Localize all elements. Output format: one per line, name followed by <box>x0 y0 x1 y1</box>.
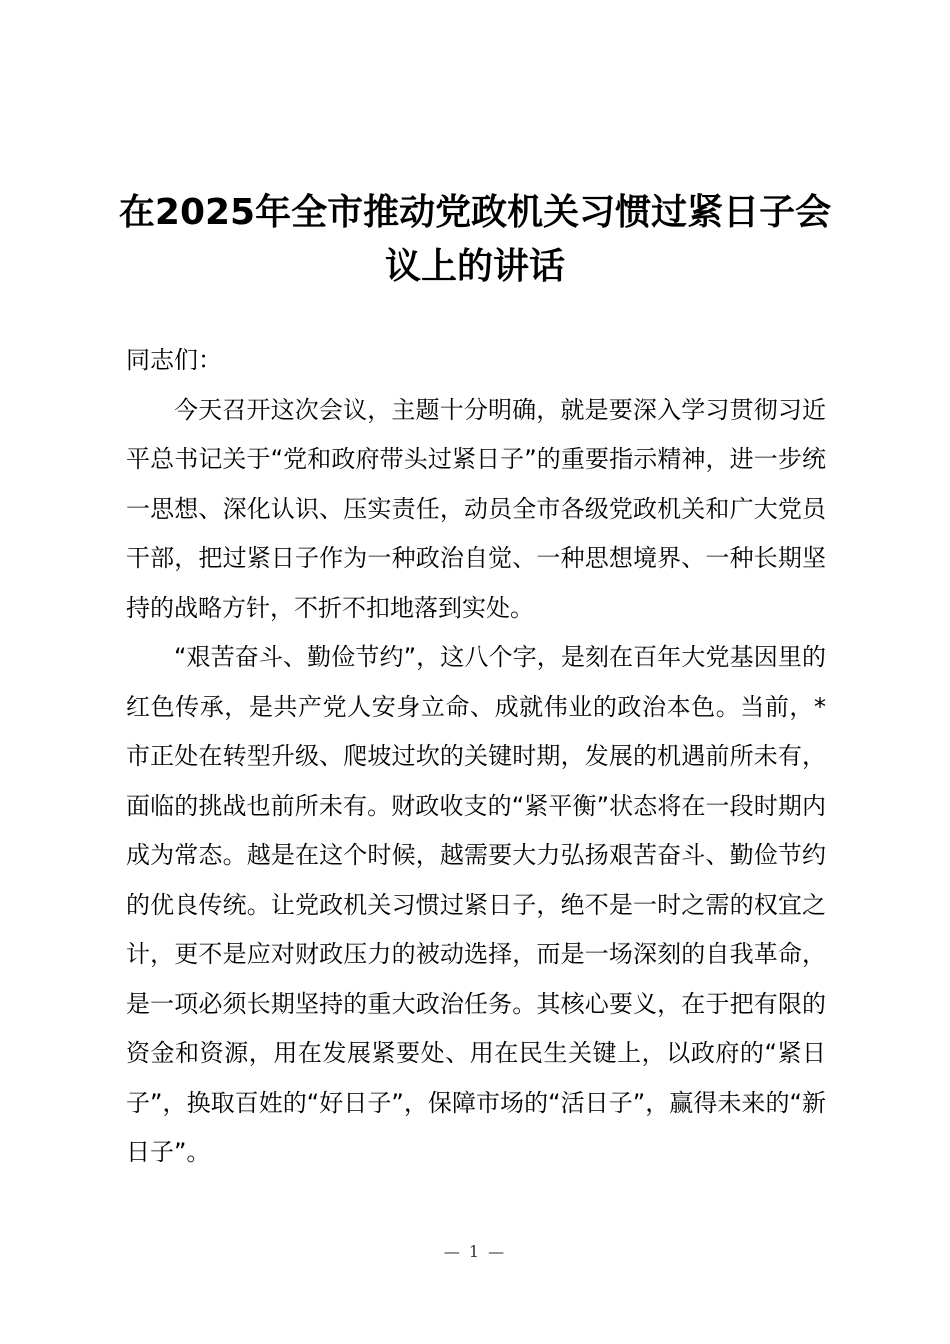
page-number: — 1 — <box>443 1242 507 1261</box>
document-body <box>126 336 826 1178</box>
paragraph-1: 今天召开这次会议，主题十分明确，就是要深入学习贯彻习近平总书记关于“党和政府带头过紧日子”的重要指示精神，进一步统一思想、深化认识、压实责任，动员全市各级党政机关和广大党员干部，把过紧日子作为一种政治自觉、一种思想境界、一种长期坚持的战略方针，不折不扣地落到实处。 <box>126 395 826 622</box>
salutation: 同志们： <box>126 346 222 374</box>
document-title: 在2025年全市推动党政机关习惯过紧日子会议上的讲话 <box>118 192 832 287</box>
paragraph-2: “艰苦奋斗、勤俭节约”，这八个字，是刻在百年大党基因里的红色传承，是共产党人安身立命、成就伟业的政治本色。当前，*市正处在转型升级、爬坡过坎的关键时期，发展的机遇前所未有，面临的挑战也前所未有。财政收支的“紧平衡”状态将在一段时期内成为常态。越是在这个时候，越需要大力弘扬艰苦奋斗、勤俭节约的优良传统。让党政机关习惯过紧日子，绝不是一时之需的权宜之计，更不是应对财政压力的被动选择，而是一场深刻的自我革命，是一项必须长期坚持的重大政治任务。其核心要义，在于把有限的资金和资源，用在发展紧要处、用在民生关键上，以政府的“紧日子”，换取百姓的“好日子”，保障市场的“活日子”，赢得未来的“新日子”。 <box>126 643 826 1166</box>
